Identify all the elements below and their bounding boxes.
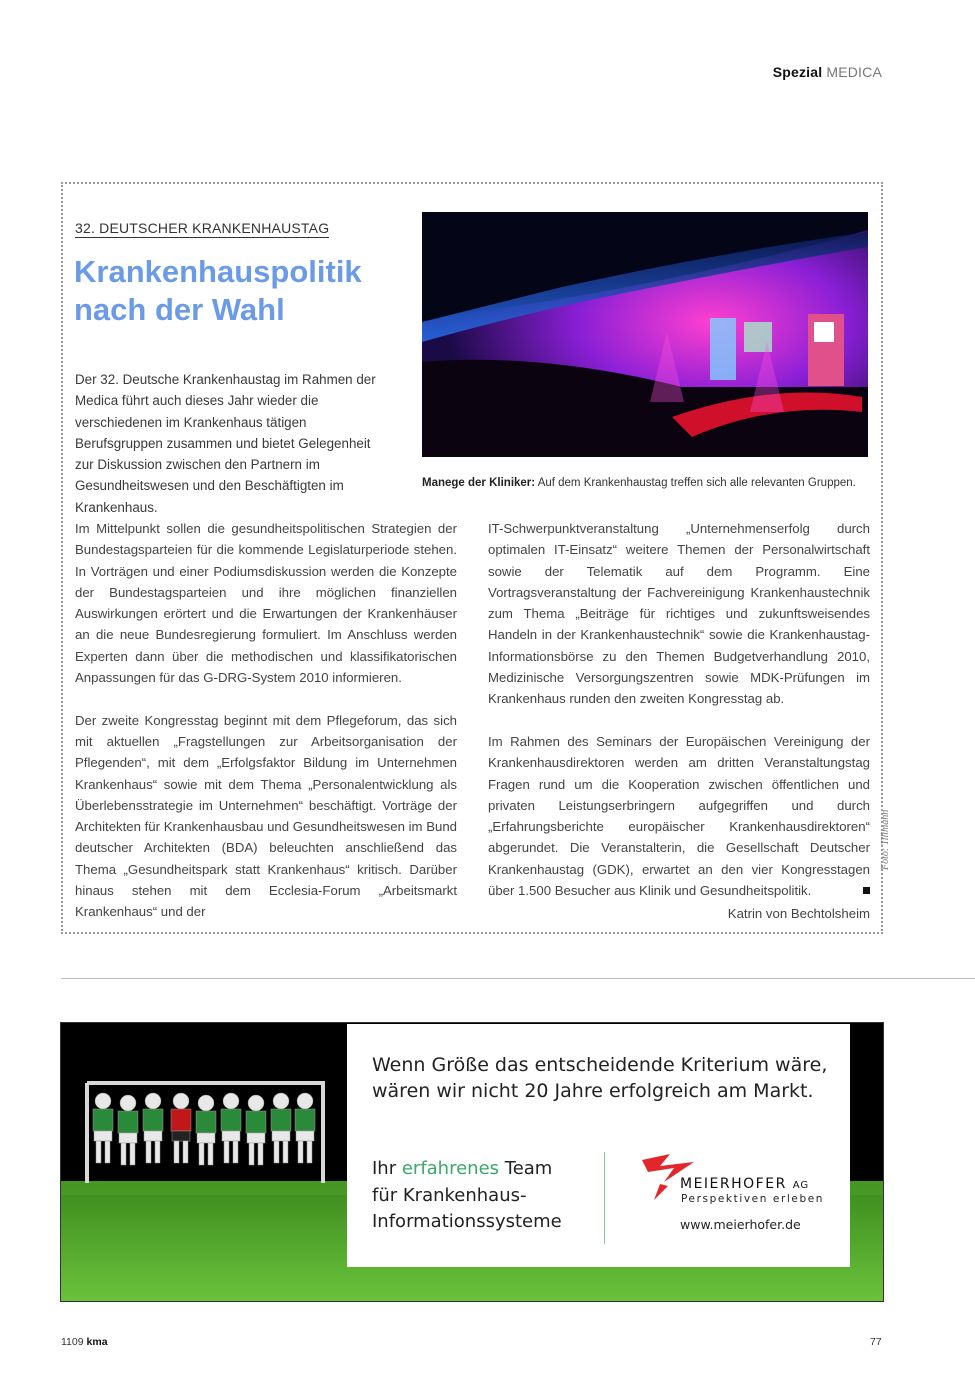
ad-subline <box>372 1156 602 1236</box>
body-paragraph: IT-Schwerpunktveranstaltung „Unternehmenserfolg durch optimalen IT-Einsatz“ weitere Themen der Personalwirtschaft sowie der Telematik auf dem Programm. Eine Vortragsveranstaltung der Fachvereinigung Krankenhaustechnik zum Thema „Beiträge für richtiges und zukunftsweisendes Handeln in der Krankenhaustechnik“ sowie die Krankenhaustag-Informationsbörse zu den Themen Budgetverhandlung 2010, Medizinische Versorgungszentren sowie MDK-Prüfungen im Krankenhaus runden den zweiten Kongresstag ab. <box>488 521 870 707</box>
conference-hall-photo <box>422 212 868 457</box>
body-paragraph: Im Mittelpunkt sollen die gesundheitspolitischen Strategien der Bundestagsparteien für die kommende Legislaturperiode stehen. In Vorträgen und einer Podiumsdiskussion werden die Konzepte der Bundestagsparteien und ihre möglichen finanziellen Auswirkungen erörtert und die Erwartungen der Krankenhäuser an die neue Bundesregierung formuliert. Im Anschluss werden Experten dann über die methodischen und klassifikatorischen Anpassungen für das G-DRG-System 2010 informieren. <box>75 521 457 686</box>
article-kicker: 32. DEUTSCHER KRANKENHAUSTAG <box>75 220 330 236</box>
ad-separator <box>604 1152 605 1244</box>
photo-credit: Foto: Tillmann <box>880 809 891 870</box>
article-headline <box>74 253 414 329</box>
end-mark-icon <box>863 887 870 894</box>
article-lead: Der 32. Deutsche Krankenhaustag im Rahmen der Medica führt auch dieses Jahr wieder die verschiedenen im Krankenhaus tätigen Berufsgruppen zusammen und bietet Gelegenheit zur Diskussion zwischen den Partnern im Gesundheitswesen und den Beschäftigten im Krankenhaus. <box>75 372 376 515</box>
section-divider <box>61 978 975 979</box>
headline-line-2: nach der Wahl <box>74 292 285 327</box>
ad-subline-line-1 <box>372 1156 602 1183</box>
body-text: Im Rahmen des Seminars der Europäischen Vereinigung der Krankenhausdirektoren werden am dritten Veranstaltungstag Fragen rund um die Kooperation zwischen öffentlichen und privaten Leistungserbringern aufgegriffen und durch „Erfahrungsberichte europäischer Krankenhausdirektoren“ abgerundet. Die Veranstalterin, die Gesellschaft Deutscher Krankenhaustag (GDK), erwartet an den vier Kongresstagen über 1.500 Besucher aus Klinik und Gesundheitspolitik. <box>488 733 870 899</box>
article-author: Katrin von Bechtolsheim <box>727 906 870 922</box>
ad-sub-pre: Ihr <box>372 1158 402 1179</box>
ad-headline-line-2: wären wir nicht 20 Jahre erfolgreich am Markt. <box>372 1080 814 1102</box>
brand-name <box>680 1176 809 1192</box>
caption-text: Auf dem Krankenhaustag treffen sich alle relevanten Gruppen. <box>537 477 856 489</box>
ad-headline-line-1: Wenn Größe das entscheidende Kriterium wäre, <box>372 1054 828 1076</box>
headline-line-1: Krankenhauspolitik <box>74 254 362 289</box>
ad-subline-line-2: für Krankenhaus- <box>372 1184 527 1206</box>
ad-sub-post: Team <box>499 1158 553 1179</box>
brand-suffix: AG <box>792 1180 810 1191</box>
brand-label: MEIERHOFER <box>680 1176 787 1192</box>
section-header <box>773 64 882 80</box>
section-label: Spezial <box>772 64 823 80</box>
magazine-name: kma <box>86 1336 108 1348</box>
page-number: 77 <box>870 1336 882 1348</box>
issue-number: 1109 <box>61 1336 84 1348</box>
brand-claim: Perspektiven erleben <box>681 1193 825 1205</box>
article-column-1 <box>75 518 457 944</box>
ad-subline-line-3: Informationssysteme <box>372 1211 562 1232</box>
ad-headline <box>372 1052 842 1104</box>
brand-url[interactable]: www.meierhofer.de <box>680 1217 801 1232</box>
photo-caption <box>422 477 872 489</box>
section-sublabel: MEDICA <box>826 64 882 80</box>
caption-title: Manege der Kliniker: <box>422 477 536 489</box>
ad-sub-highlight: erfahrenes <box>401 1158 500 1179</box>
body-paragraph <box>488 731 870 901</box>
footer-issue <box>61 1336 108 1348</box>
body-paragraph: Der zweite Kongresstag beginnt mit dem Pflegeforum, das sich mit aktuellen „Fragstellungen zur Arbeitsorganisation der Pflegenden“, mit dem „Erfolgsfaktor Bildung im Unternehmen Krankenhaus“ sowie mit dem Thema „Personalentwicklung als Überlebensstrategie im Unternehmen“ beschäftigt. Vorträge der Architekten für Krankenhausbau und Gesundheitswesen im Bund deutscher Architekten (BDA) beleuchten anschließend das Thema „Gesundheitspark statt Krankenhaus“ kritisch. Darüber hinaus stehen mit dem Ecclesia-Forum „Arbeitsmarkt Krankenhaus“ und der <box>75 712 457 920</box>
article-column-2 <box>488 518 870 925</box>
